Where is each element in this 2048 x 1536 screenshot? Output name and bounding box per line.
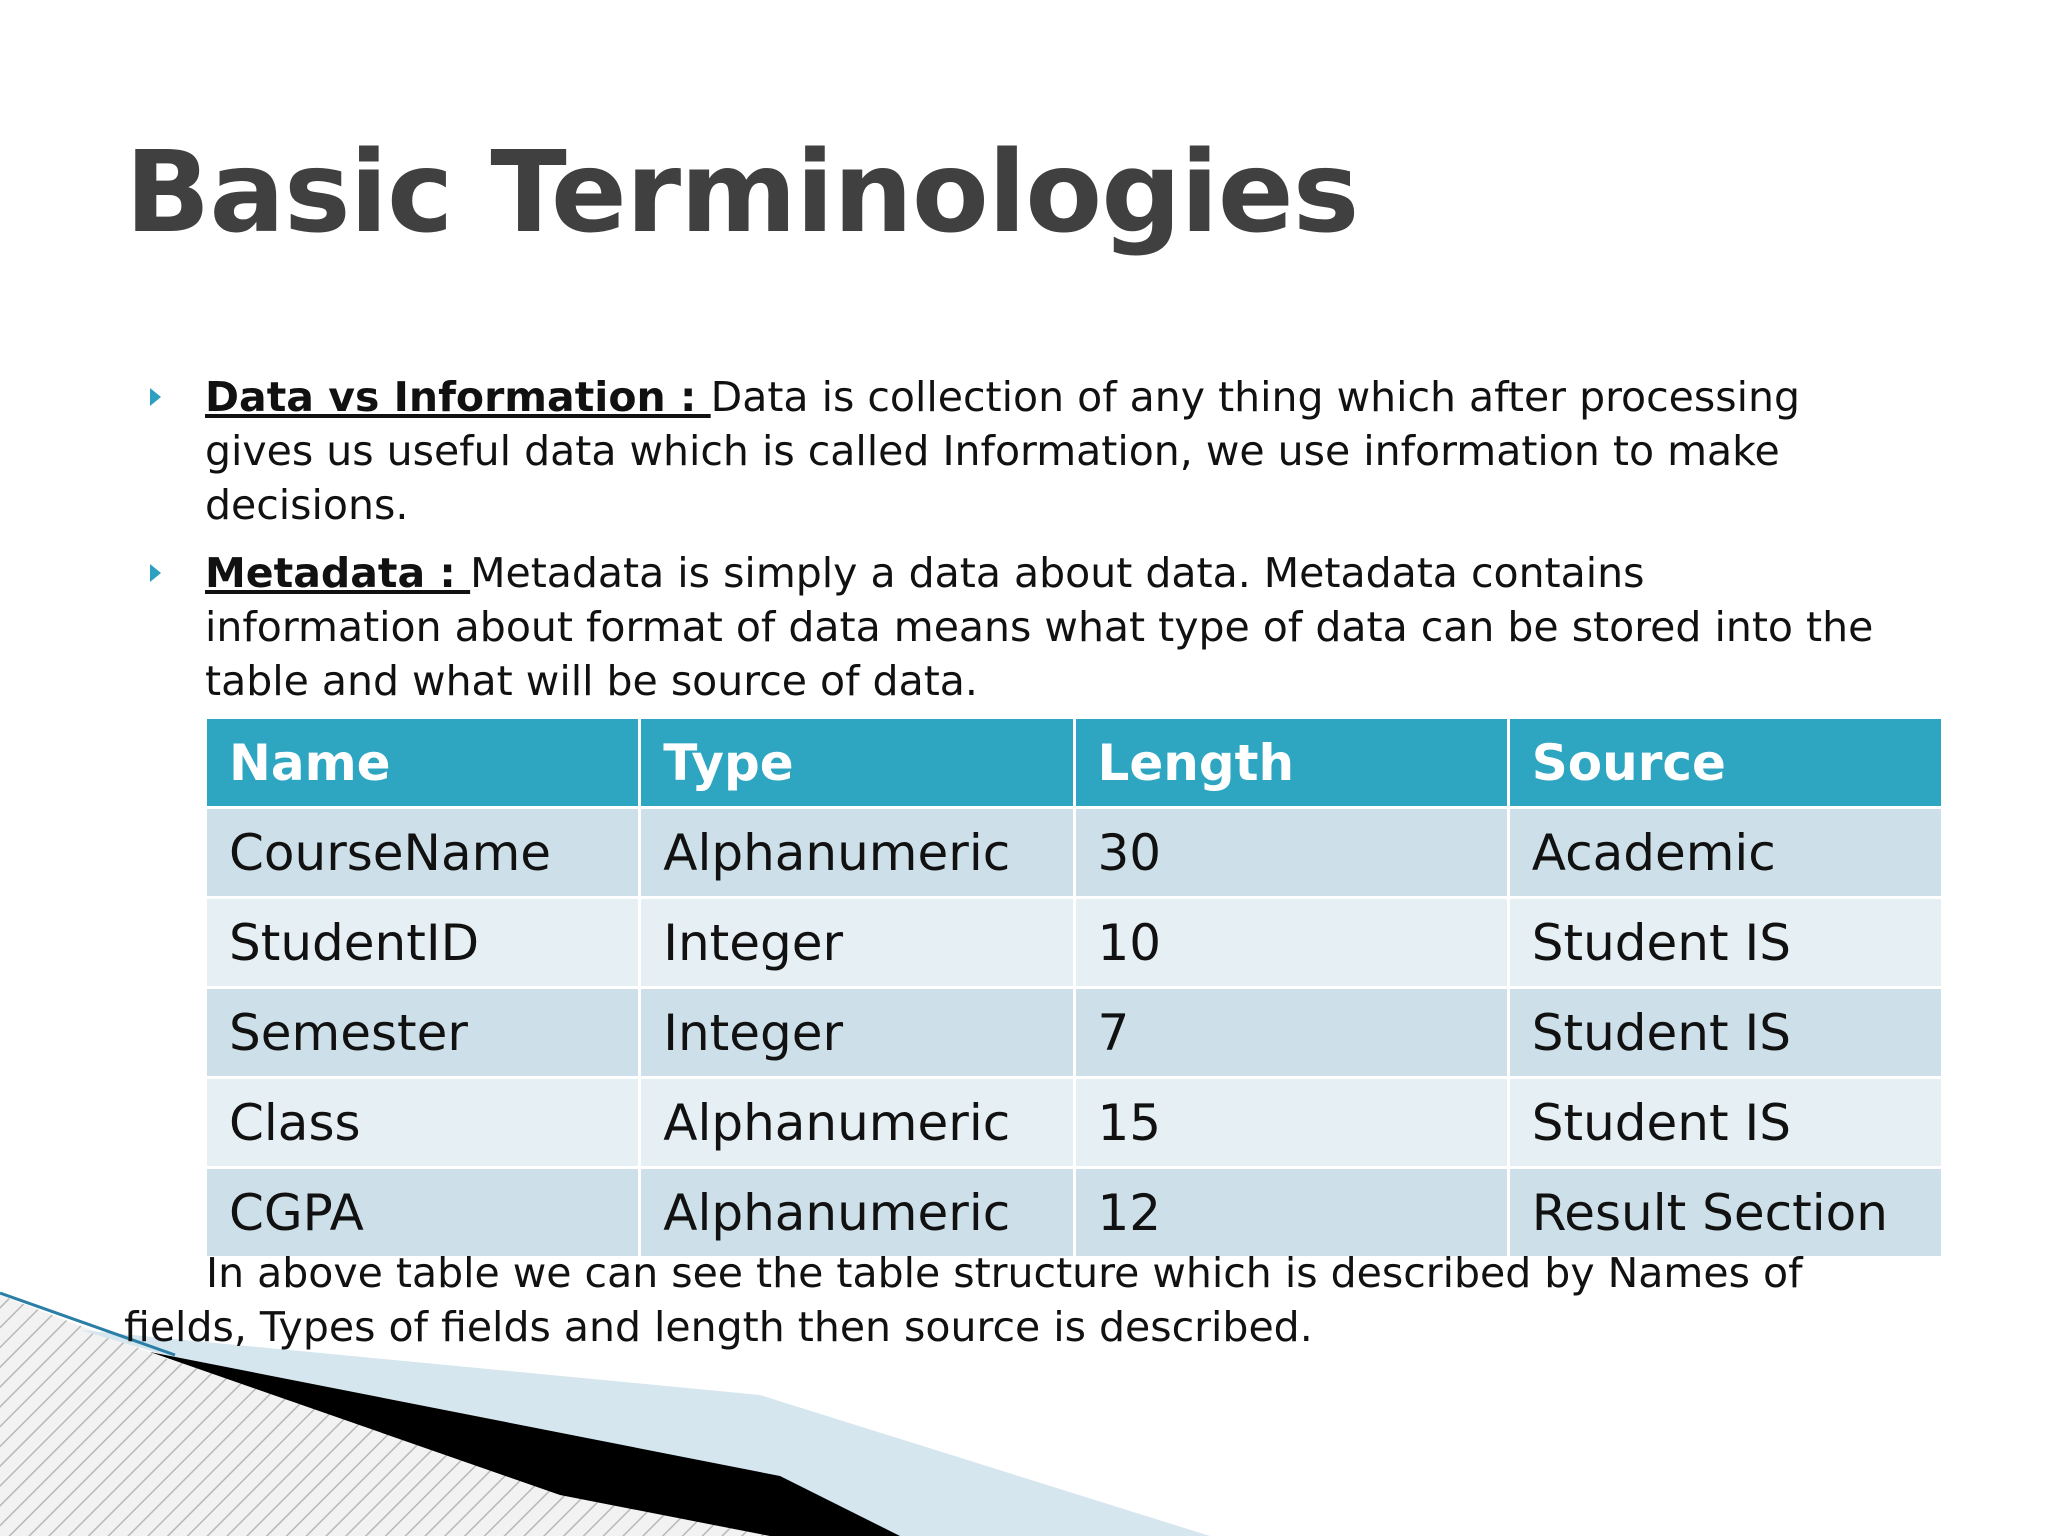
header-length: Length [1074,718,1508,808]
cell-length: 30 [1074,808,1508,898]
header-source: Source [1508,718,1942,808]
cell-name: StudentID [206,898,640,988]
cell-source: Student IS [1508,1078,1942,1168]
bullet-text: Metadata is simply a data about data. Metadata contains information about format of data means what type of data can be stored into the table and what will be source of data. [205,549,1874,705]
cell-name: CourseName [206,808,640,898]
cell-type: Integer [640,988,1074,1078]
cell-length: 10 [1074,898,1508,988]
cell-length: 7 [1074,988,1508,1078]
table-row [206,898,1943,988]
table-description [124,1246,1884,1354]
cell-type: Alphanumeric [640,1078,1074,1168]
metadata-table [204,716,1944,1259]
cell-type: Alphanumeric [640,808,1074,898]
table-header-row [206,718,1943,808]
cell-type: Integer [640,898,1074,988]
cell-length: 12 [1074,1168,1508,1258]
cell-source: Student IS [1508,898,1942,988]
bullet-metadata [150,546,1880,708]
bullet-data-vs-information [150,370,1880,532]
bullet-term: Data vs Information : [205,373,711,421]
bullet-list [150,370,1880,722]
cell-source: Academic [1508,808,1942,898]
cell-length: 15 [1074,1078,1508,1168]
header-type: Type [640,718,1074,808]
cell-name: Class [206,1078,640,1168]
table-row [206,808,1943,898]
table-row [206,988,1943,1078]
cell-type: Alphanumeric [640,1168,1074,1258]
note-text: In above table we can see the table structure which is described by Names of fields, Types of fields and length then source is described. [124,1249,1803,1351]
bullet-arrow-icon [150,388,161,406]
cell-source: Result Section [1508,1168,1942,1258]
bullet-term: Metadata : [205,549,471,597]
cell-source: Student IS [1508,988,1942,1078]
cell-name: Semester [206,988,640,1078]
header-name: Name [206,718,640,808]
bullet-arrow-icon [150,564,161,582]
cell-name: CGPA [206,1168,640,1258]
table-row [206,1078,1943,1168]
table-row [206,1168,1943,1258]
bullet-text: Data is collection of any thing which after processing gives us useful data which is called Information, we use information to make decisions. [205,373,1801,529]
slide-title: Basic Terminologies [125,128,1359,258]
